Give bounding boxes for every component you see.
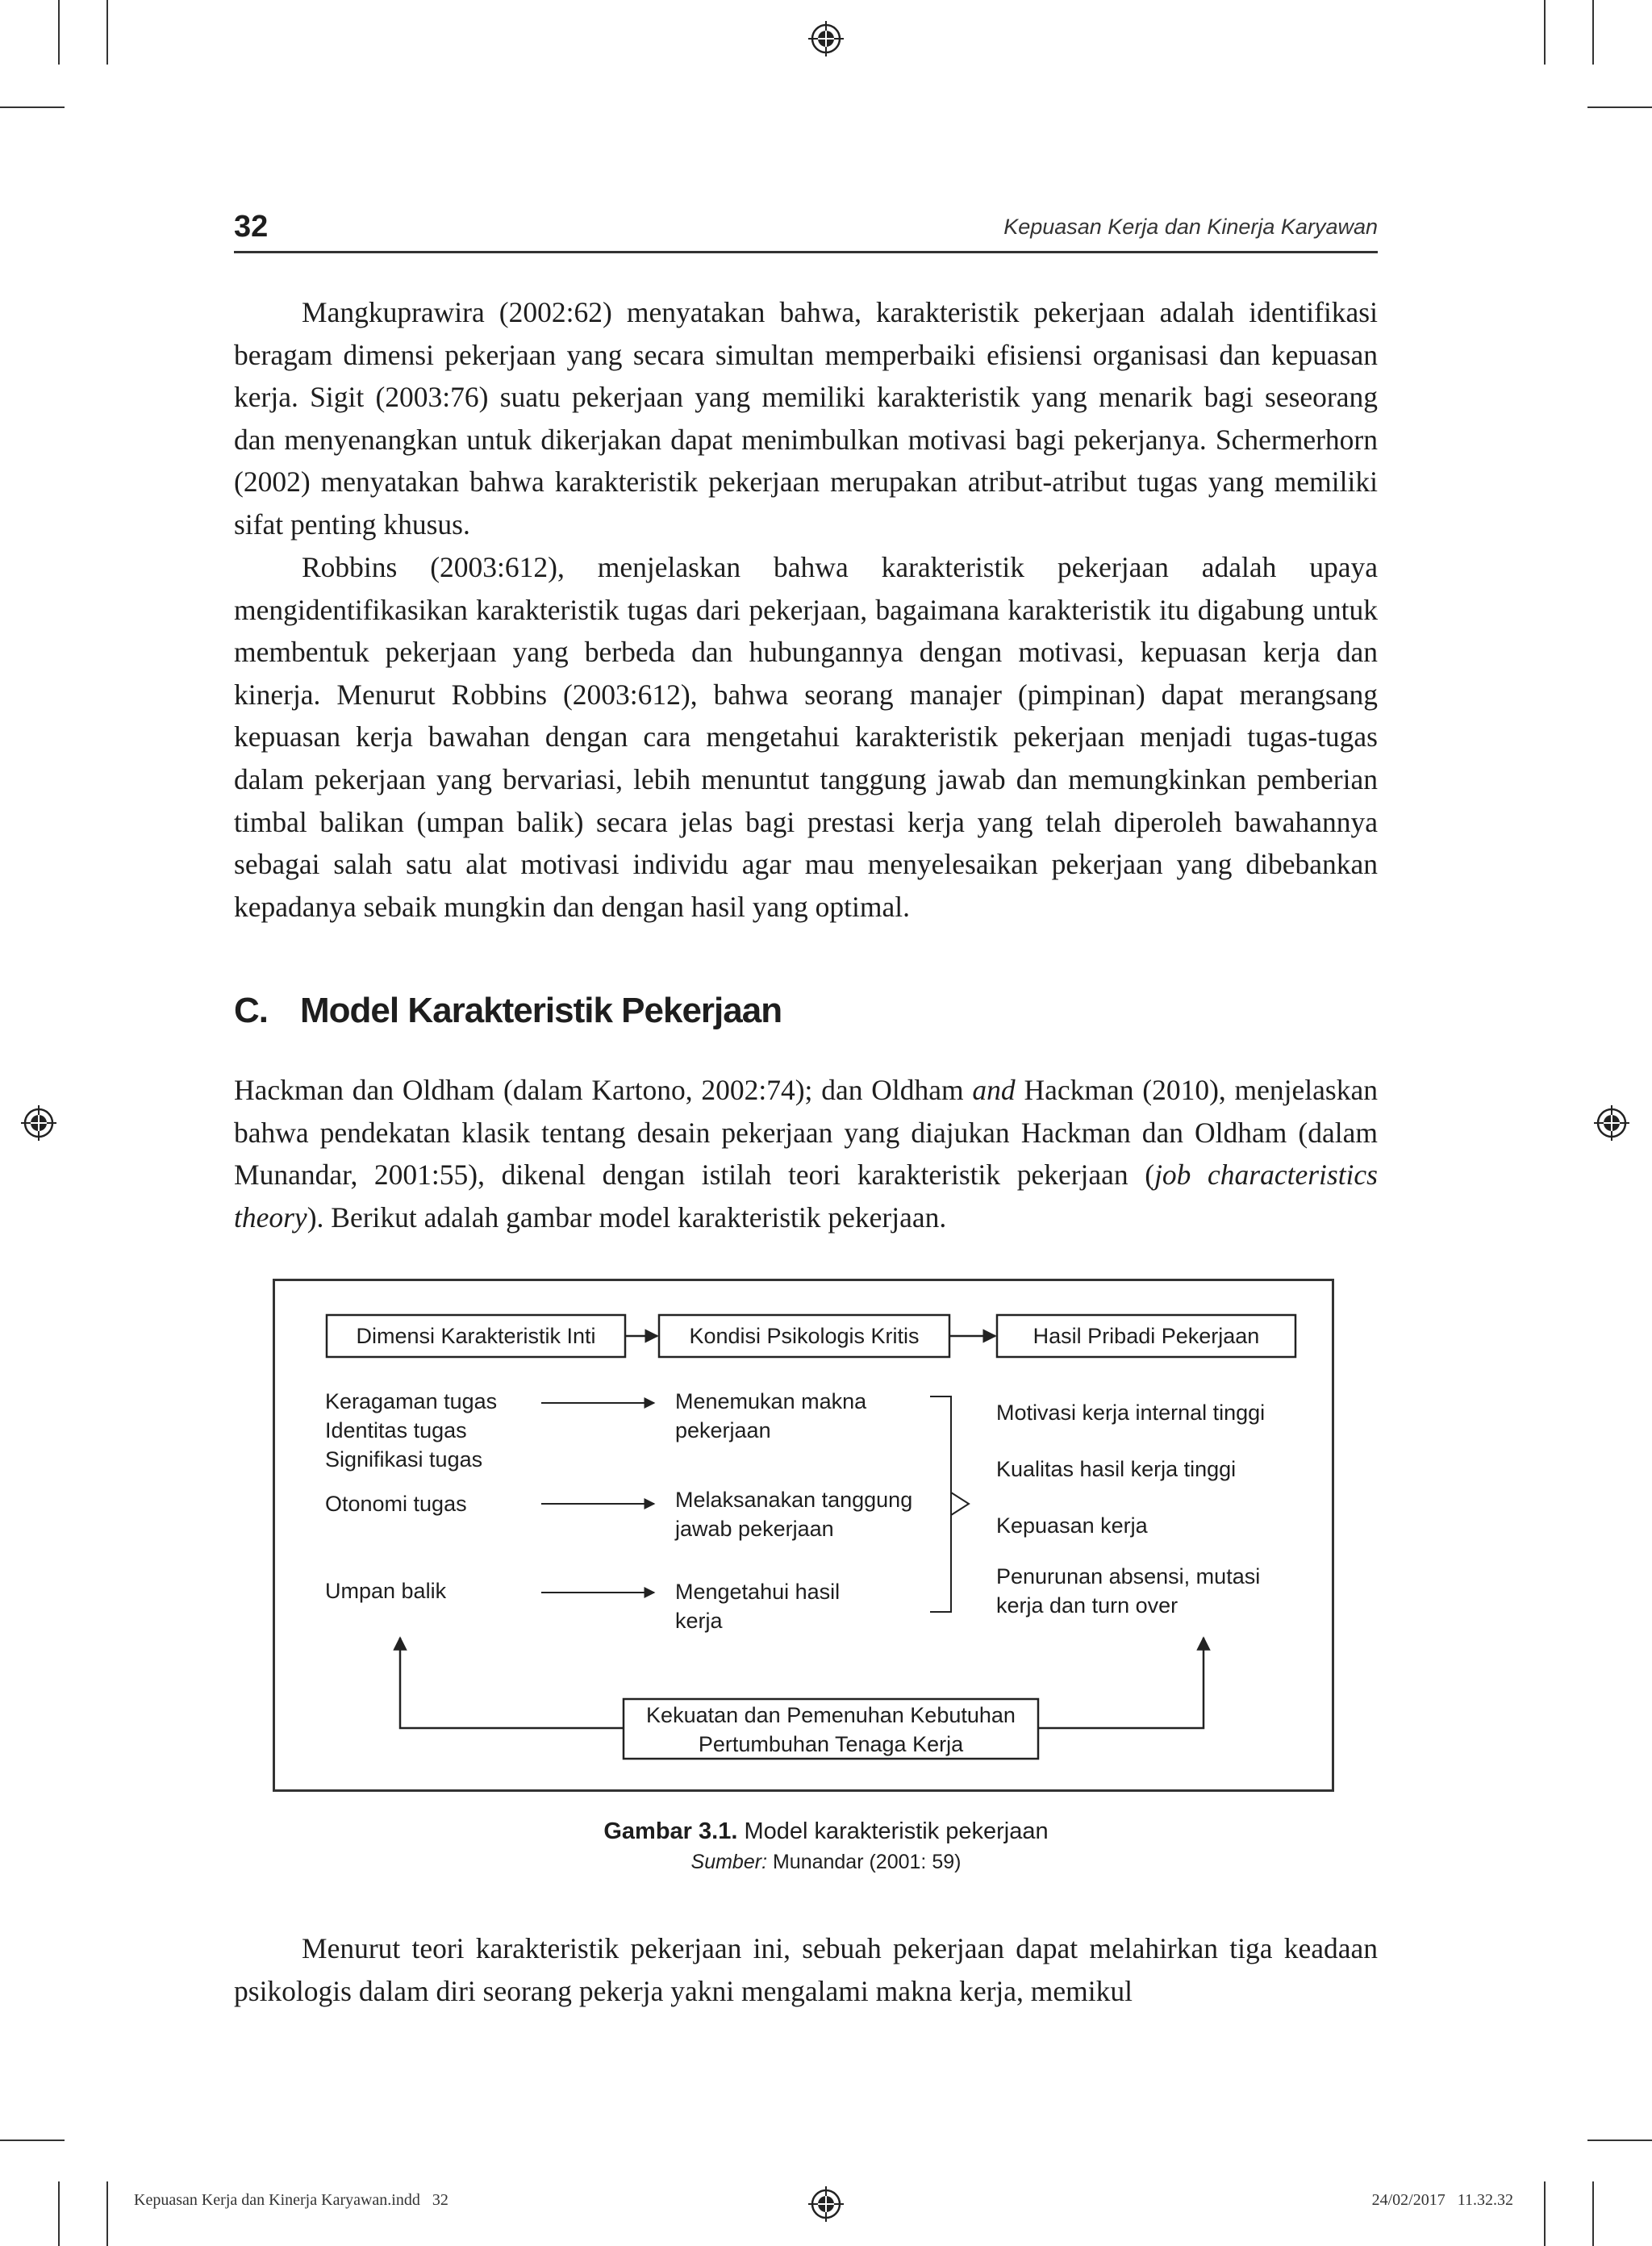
dimension-task-identity: Identitas tugas <box>325 1418 467 1442</box>
paragraph-3-and: and <box>972 1074 1016 1106</box>
crop-mark <box>1587 2140 1652 2141</box>
crop-mark <box>58 2181 60 2246</box>
section-title: Model Karakteristik Pekerjaan <box>300 991 782 1030</box>
state-meaningfulness-line1: Menemukan makna <box>675 1389 867 1413</box>
crop-mark <box>0 2140 65 2141</box>
figure-source-label: Sumber: <box>690 1851 768 1873</box>
crop-mark <box>1544 0 1546 65</box>
crop-mark <box>58 0 60 65</box>
paragraph-4: Menurut teori karakteristik pekerjaan ini, sebuah pekerjaan dapat melahirkan tiga keadaan psikologis dalam diri seorang pekerja yakni mengalami makna kerja, memikul <box>234 1932 1378 2007</box>
section-letter: C. <box>234 991 268 1030</box>
state-knowledge-line1: Mengetahui hasil <box>675 1580 841 1604</box>
figure-source-text: Munandar (2001: 59) <box>767 1851 962 1873</box>
state-responsibility-line1: Melaksanakan tanggung <box>675 1488 913 1512</box>
dimension-autonomy: Otonomi tugas <box>325 1492 467 1516</box>
paragraph-3-italic: job characteristics theory <box>234 1158 1378 1234</box>
section-heading <box>234 991 782 1031</box>
moderator-line1: Kekuatan dan Pemenuhan Kebutuhan <box>646 1703 1016 1727</box>
figure-job-characteristics-model <box>273 1279 1334 1792</box>
crop-mark <box>1544 2181 1546 2246</box>
paragraph-3-part-c: ). Berikut adalah gambar model karakteristik pekerjaan. <box>307 1200 947 1234</box>
state-meaningfulness-line2: pekerjaan <box>675 1418 771 1442</box>
figure-source <box>0 1851 1652 1874</box>
registration-mark-icon <box>808 2186 844 2222</box>
crop-mark <box>1592 0 1594 65</box>
header-rule <box>234 251 1378 253</box>
box-psychological-states-label: Kondisi Psikologis Kritis <box>689 1324 920 1348</box>
arrow-moderator-left <box>400 1638 624 1728</box>
outcome-satisfaction: Kepuasan kerja <box>996 1513 1148 1538</box>
outcome-quality: Kualitas hasil kerja tinggi <box>996 1457 1237 1481</box>
paragraph-2: Robbins (2003:612), menjelaskan bahwa karakteristik pekerjaan adalah upaya mengidentifikasikan karakteristik tugas dari pekerjaan, bagaimana karakteristik itu digabung untuk membentuk pekerjaan yang berbeda dan hubungannya dengan motivasi, kepuasan kerja dan kinerja. Menurut Robbins (2003:612), bahwa seorang manajer (pimpinan) dapat merangsang kepuasan kerja bawahan dengan cara mengetahui karakteristik pekerjaan menjadi tugas-tugas dalam pekerjaan yang bervariasi, lebih menuntut tanggung jawab dan memungkinkan pemberian timbal balikan (umpan balik) secara jelas bagi prestasi kerja yang telah diperoleh bawahannya sebagai salah satu alat motivasi individu agar mau menyelesaikan pekerjaan yang dibebankan kepadanya sebaik mungkin dan dengan hasil yang optimal. <box>234 551 1378 923</box>
registration-mark-icon <box>21 1105 56 1141</box>
dimension-task-significance: Signifikasi tugas <box>325 1447 483 1472</box>
registration-mark-icon <box>1594 1105 1629 1141</box>
dimension-feedback: Umpan balik <box>325 1579 447 1603</box>
page-number: 32 <box>234 210 269 244</box>
registration-mark-icon <box>808 21 844 56</box>
paragraph-3-part-b: Hackman (2010), menjelaskan bahwa pendekatan klasik tentang desain pekerjaan yang diajukan Hackman dan Oldham (dalam Munandar, 2001:55), dikenal dengan istilah teori karakteristik pekerjaan ( <box>234 1074 1378 1192</box>
crop-mark <box>1587 106 1652 108</box>
crop-mark <box>0 106 65 108</box>
outcome-absenteeism-line2: kerja dan turn over <box>996 1593 1179 1618</box>
figure-caption-text: Model karakteristik pekerjaan <box>737 1818 1049 1844</box>
state-responsibility-line2: jawab pekerjaan <box>675 1517 834 1541</box>
dimension-skill-variety: Keragaman tugas <box>325 1389 498 1413</box>
box-personal-outcomes-label: Hasil Pribadi Pekerjaan <box>1032 1324 1260 1348</box>
moderator-line2: Pertumbuhan Tenaga Kerja <box>698 1732 964 1756</box>
footer-datetime: 24/02/2017 11.32.32 <box>1371 2191 1513 2209</box>
crop-mark <box>106 0 108 65</box>
paragraph-3-part-a: Hackman dan Oldham (dalam Kartono, 2002:74); dan Oldham <box>234 1074 973 1106</box>
figure-caption-label: Gambar 3.1. <box>603 1818 738 1844</box>
figure-caption <box>0 1818 1652 1845</box>
bracket-point <box>951 1492 969 1515</box>
box-core-dimensions-label: Dimensi Karakteristik Inti <box>356 1324 596 1348</box>
footer-file-info: Kepuasan Kerja dan Kinerja Karyawan.indd 32 <box>134 2191 448 2209</box>
outcome-absenteeism-line1: Penurunan absensi, mutasi <box>996 1564 1261 1588</box>
state-knowledge-line2: kerja <box>675 1609 723 1633</box>
bracket <box>930 1396 951 1612</box>
crop-mark <box>1592 2181 1594 2246</box>
arrow-moderator-right <box>1038 1638 1204 1728</box>
running-title: Kepuasan Kerja dan Kinerja Karyawan <box>1003 215 1378 239</box>
outcome-motivation: Motivasi kerja internal tinggi <box>996 1401 1266 1425</box>
paragraph-1: Mangkuprawira (2002:62) menyatakan bahwa, karakteristik pekerjaan adalah identifikasi beragam dimensi pekerjaan yang secara simultan memperbaiki efisiensi organisasi dan kepuasan kerja. Sigit (2003:76) suatu pekerjaan yang memiliki karakteristik yang menarik bagi seseorang dan menyenangkan untuk dikerjakan dapat menimbulkan motivasi bagi pekerjanya. Schermerhorn (2002) menyatakan bahwa karakteristik pekerjaan merupakan atribut-atribut tugas yang memiliki sifat penting khusus. <box>234 296 1378 541</box>
paragraph-3 <box>234 1069 1378 1238</box>
crop-mark <box>106 2181 108 2246</box>
